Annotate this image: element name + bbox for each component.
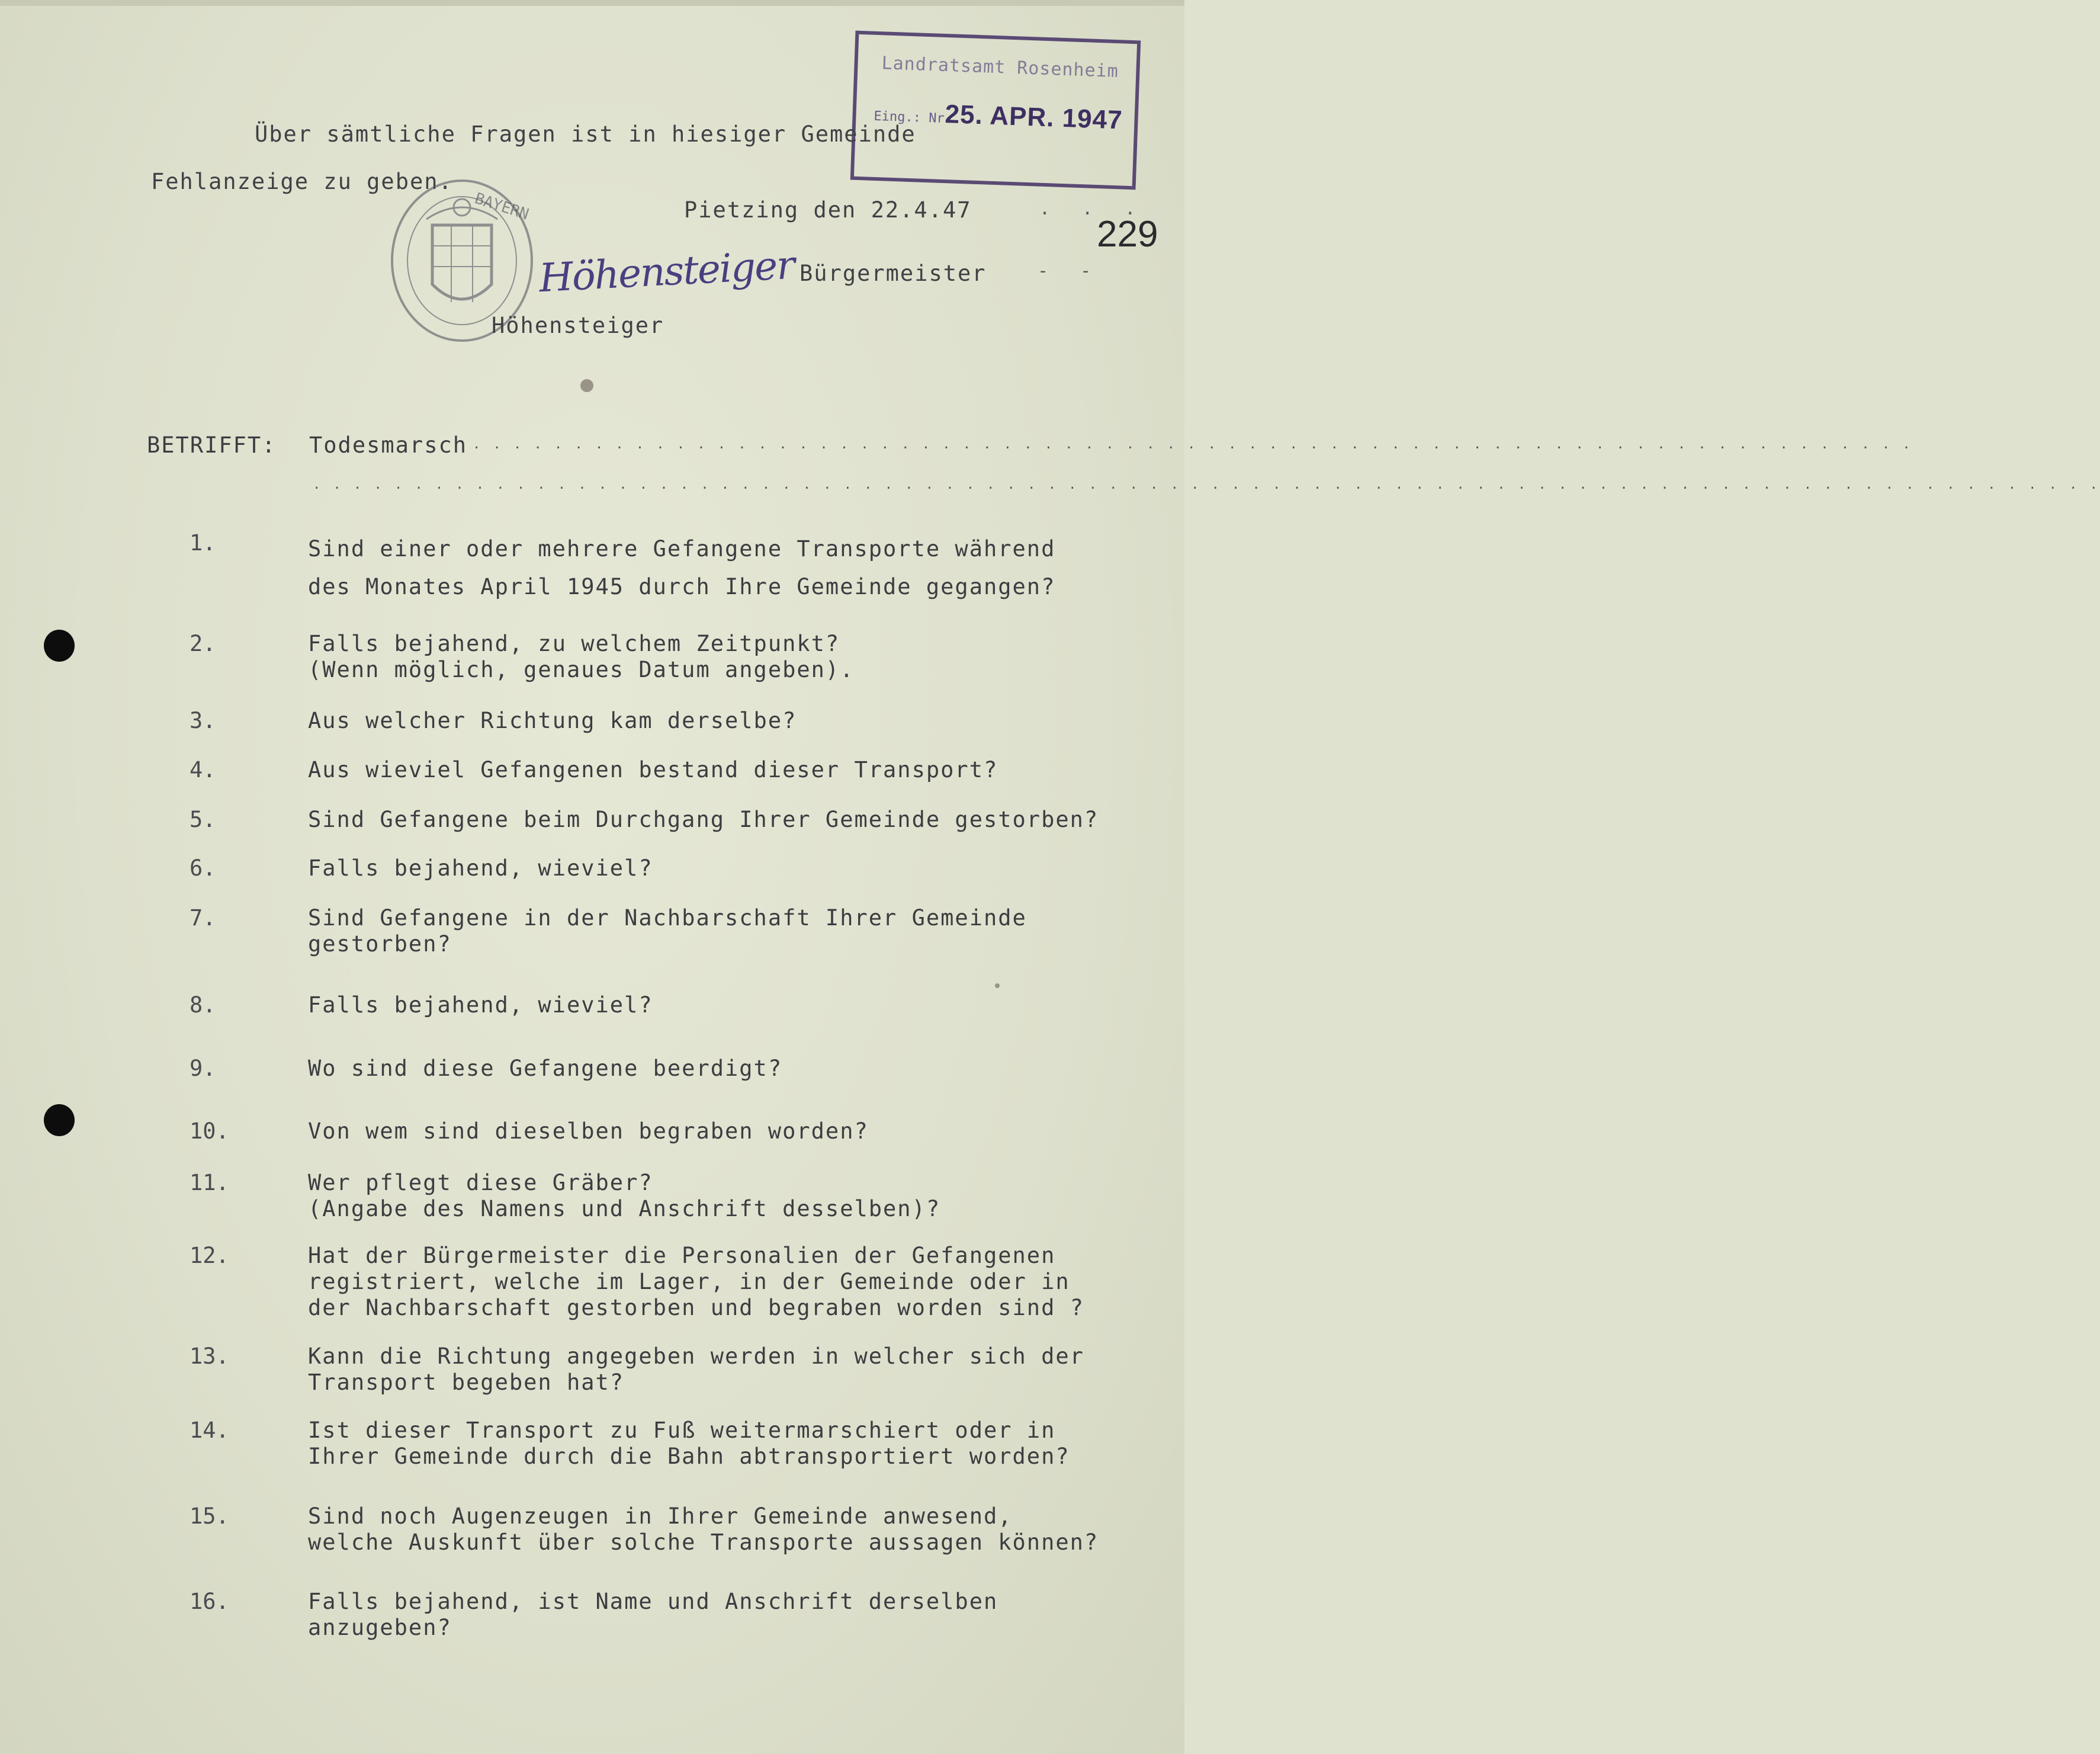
question-number: 4. [190,757,216,783]
question-text: Falls bejahend, ist Name und Anschrift derselben anzugeben? [308,1589,998,1640]
dash-marks-right: - - [1038,261,1102,281]
question-number: 11. [190,1170,229,1195]
question-text: Wo sind diese Gefangene beerdigt? [308,1056,783,1081]
scan-edge [0,0,1184,6]
handwritten-signature: Höhensteiger [538,242,795,302]
question-text: Sind einer oder mehrere Gefangene Transporte während des Monates April 1945 durch Ihre Gemeinde gegangen? [308,536,1056,599]
question-text: Aus wieviel Gefangenen bestand dieser Transport? [308,757,998,783]
question-number: 10. [190,1118,229,1144]
question-text: Aus welcher Richtung kam derselbe? [308,708,797,733]
punch-hole [44,1104,75,1136]
question-text: Sind Gefangene in der Nachbarschaft Ihrer Gemeinde gestorben? [308,905,1027,957]
question-text: Sind noch Augenzeugen in Ihrer Gemeinde anwesend, welche Auskunft über solche Transporte aussagen können? [308,1503,1099,1555]
intro-line-2: Fehlanzeige zu geben. [151,169,453,194]
question-number: 7. [190,905,216,931]
question-number: 9. [190,1056,216,1081]
mayor-name: Höhensteiger [492,313,664,338]
stamp-office: Landratsamt Rosenheim [881,53,1119,82]
question-number: 3. [190,708,216,733]
subject-value: Todesmarsch [309,432,468,458]
dotted-line: . . . . . . . . . . . . . . . . . . . . . . . . . . . . . . . . . . . . . . . . . . . . . . . . . . . . . . . . . . . . . . . . . . . . . . . [473,437,1913,452]
question-text: Von wem sind dieselben begraben worden? [308,1118,869,1144]
paper-speck [995,983,1000,988]
stamp-entry-label: Eing.: Nr. [874,108,953,127]
intro-line-1: Über sämtliche Fragen ist in hiesiger Gemeinde [255,121,916,147]
question-number: 6. [190,855,216,881]
received-stamp [850,31,1141,190]
place-date: Pietzing den 22.4.47 [684,197,972,223]
punch-hole [44,630,75,662]
question-text: Hat der Bürgermeister die Personalien der Gefangenen registriert, welche im Lager, in der Gemeinde oder in der Nachbarschaft gestorben und begraben worden sind ? [308,1243,1084,1320]
question-number: 13. [190,1343,229,1369]
question-text: Falls bejahend, wieviel? [308,855,653,881]
question-number: 1. [190,530,216,556]
question-number: 2. [190,631,216,656]
question-number: 14. [190,1418,229,1443]
paper-speck [580,379,593,392]
subject-label: BETRIFFT: [147,432,277,458]
page-number: 229 [1097,214,1158,255]
question-number: 8. [190,992,216,1018]
question-number: 15. [190,1503,229,1529]
dotted-line: . . . . . . . . . . . . . . . . . . . . . . . . . . . . . . . . . . . . . . . . . . . . . . . . . . . . . . . . . . . . . . . . . . . . . . . . . . . . . . . . . . . . . . . . [313,477,2100,492]
question-text: Falls bejahend, zu welchem Zeitpunkt? (Wenn möglich, genaues Datum angeben). [308,631,855,682]
question-number: 12. [190,1243,229,1268]
question-text: Sind Gefangene beim Durchgang Ihrer Gemeinde gestorben? [308,807,1099,832]
svg-text:BAYERN: BAYERN [472,190,531,224]
dash-marks-top: . . . [1039,198,1147,219]
question-text: Falls bejahend, wieviel? [308,992,653,1018]
question-number: 16. [190,1589,229,1614]
stamp-date: 25. APR. 1947 [944,100,1123,135]
question-text: Wer pflegt diese Gräber? (Angabe des Namens und Anschrift desselben)? [308,1170,941,1221]
question-number: 5. [190,807,216,832]
question-text: Kann die Richtung angegeben werden in welcher sich der Transport begeben hat? [308,1343,1084,1395]
question-text: Ist dieser Transport zu Fuß weitermarschiert oder in Ihrer Gemeinde durch die Bahn abtransportiert worden? [308,1418,1070,1469]
mayor-title: Bürgermeister [799,261,987,286]
